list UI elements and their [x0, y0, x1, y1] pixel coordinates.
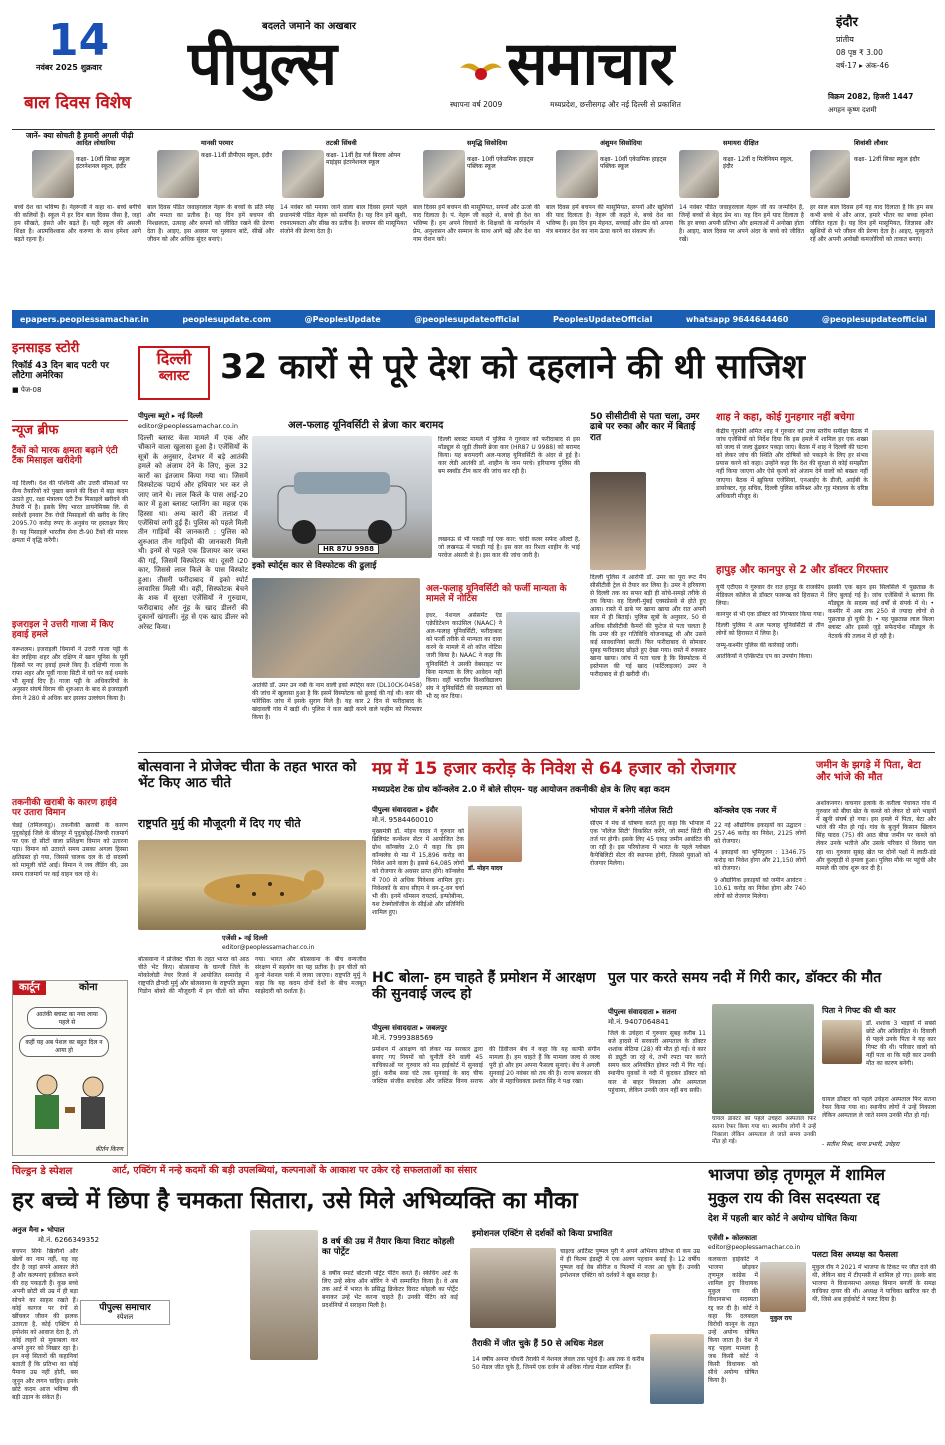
mukul-photo [760, 1262, 806, 1312]
whatsapp-link[interactable]: whatsapp 9644644460 [685, 314, 789, 324]
child-art-photo [250, 1230, 318, 1360]
delhi-tag1: दिल्ली [156, 349, 192, 368]
kid-text: बाल दिवस हमें बचपन की मासूमियत, सपनों और ऊर्जा की याद दिलाता है। पं. नेहरू जी कहते थे, बच्चे ही देश का भविष्य हैं। हम अपने विचारों के शिक्षकों के मार्गदर्शन में प्रेम, अनुशासन और सम्मान के साथ आगे बढ़ें और देश का नाम रोशन करें। [413, 204, 540, 244]
bjp-email: editor@peoplessamachar.co.in [708, 1244, 801, 1251]
land-text: अशोकनगर। कचनार इलाके के करीला पंचायत गांव में गुरुवार को बीघा खेत के कब्जे को लेकर दो सगे भाइयों में खूनी संघर्ष हो गया। इस हमले में पिता, बेटा और भांजे की मौत हो गई। गांव के बुजुर्ग किसान खिलान सिंह यादव (75) की आठ बीघा जमीन पर कब्जे को लेकर उनके भतीजे और उसके परिवार से विवाद चल रहा था। गुरुवार सुबह खेत पर दोनों पक्षों में लाठी-डंडे और कुल्हाड़ी से हमला हुआ। पुलिस मौके पर पहुंची और मामले की जांच शुरू कर दी है। [816, 800, 936, 872]
kid-card [278, 140, 409, 306]
kid-name: अंशुमन सिसोदिया [600, 139, 642, 147]
bal-diwas-subtitle: जानें- क्या सोचती है हमारी अगली पीढ़ी [26, 131, 134, 140]
kid-name: तटश्री सिंघवी [326, 139, 357, 147]
swim-head: तैराकी में जीत चुके हैं 50 से अधिक मेडल [472, 1339, 604, 1349]
masthead-title-left: पीपुल्स [188, 29, 337, 99]
bridge-headline: पुल पार करते समय नदी में गिरी कार, डॉक्टर की मौत [608, 970, 882, 986]
children-headline: हर बच्चे में छिपा है चमकता सितारा, उसे मिले अभिव्यक्ति का मौका [12, 1188, 578, 1214]
bridge-caption: घायल डॉक्टर को पहले उचेहरा अस्पताल फिर सतना रेफर किया गया था। स्थानीय लोगों ने उन्हें निकाला लेकिन अस्पताल ले जाते समय उनकी मौत हो गई। [822, 1096, 936, 1120]
brezza-text: दिल्ली ब्लास्ट मामले में पुलिस ने गुरुवार को फरीदाबाद से इस मॉड्यूल से जुड़ी तीसरी ब्रेजा कार (HR87 U 9988) को बरामद किया। यह बरामदगी अल-फलाह यूनिवर्सिटी के अंदर से हुई है। कार लेडी आतंकी डॉ. शाहीन के नाम परचे। हरियाणा पुलिस की बम स्क्वॉड टीम कार की जांच कर रही है। [438, 436, 580, 476]
brief-label: न्यूज ब्रीफ [12, 423, 59, 438]
actor-photo [470, 1248, 556, 1328]
accident-photo [712, 1004, 814, 1114]
umar-photo [590, 472, 646, 570]
kid-photo [556, 150, 598, 198]
father-text: डॉ. शशांक 3 भाइयों में सबसे छोटे और अविवाहित थे। दिवाली से पहले उनके पिता ने यह कार गिफ्ट की थी। परिवार वालों को नहीं पता था कि यही कार उनकी मौत का कारण बनेगी। [866, 1020, 936, 1068]
mp-phone: मो.नं. 9584460010 [372, 816, 434, 824]
delhi-headline: 32 कारों से पूरे देश को दहलाने की थी साजिश [220, 347, 805, 387]
kid-info: कक्षा- 12वीं सिका स्कूल इंदौर [854, 156, 920, 163]
bal-diwas-kids [12, 140, 935, 306]
alfalah-text: इधर, नेशनल असेसमेंट एंड एक्रेडिटेशन काउंसिल (NAAC) ने अल-फलाह यूनिवर्सिटी, फरीदाबाद को फर्जी तरीके से मान्यता का दावा करने के मामले में शो कॉज नोटिस जारी किया है। NAAC ने कहा कि यूनिवर्सिटी ने उसकी वेबसाइट पर बिना मान्यता के लिए आवेदन नहीं किया। वहीं भारतीय विश्वविद्यालय संघ ने यूनिवर्सिटी की सदस्यता को भी रद्द कर दिया। [426, 612, 502, 700]
youtube-link[interactable]: @peoplesupdateofficial [821, 314, 927, 324]
number-plate: HR 87U 9988 [318, 544, 379, 554]
kid-name: आदित लोधारिया [76, 139, 116, 147]
masthead-date: नवंबर 2025 शुक्रवार [36, 63, 102, 72]
kid-photo [157, 150, 199, 198]
brief-text: नई दिल्ली। देश की पश्चिमी और उत्तरी सीमाओं पर सैन्य तैयारियों को पुख्ता बनाने की दिशा में बड़ा कदम उठाते हुए, रक्षा मंत्रालय एंटी टैंक मिसाइलें खरीदने की तैयारी में है। इसके लिए भारत डायनेमिक्स लि. से स्वदेशी इनवार टैंक रोधी मिसाइलों की खरीद के लिए 2095.70 करोड़ रुपए के अनुबंध पर हस्ताक्षर किए हैं। यह मिसाइलें भारतीय सेना टी-90 टैंकों की मारक क्षमता में वृद्धि करेंगी। [12, 480, 128, 544]
cctv-head: 50 सीसीटीवी से पता चला, उमर ढाबे पर रुका और कार में बिताई रात [590, 412, 700, 443]
mp-sub: मध्यप्रदेश टेक ग्रोथ कॉन्क्लेव 2.0 में बोले सीएम- यह आयोजन तकनीकी क्षेत्र के लिए बड़ा कदम [372, 785, 670, 795]
shah-photo [872, 430, 934, 506]
acting-text: चाइल्ड आर्टिस्ट पुष्पल पुरी ने अपने अभिनय प्रतिभा से कम उम्र में ही फिल्म इंडस्ट्री में एक अलग पहचान बनाई है। 12 वर्षीय पुष्पल कई वेब सीरीज व फिल्मों में नजर आ चुके हैं। उनकी इमोशनल एक्टिंग को दर्शकों ने खूब सराहा है। [560, 1248, 700, 1280]
masthead-day: 14 [48, 15, 110, 66]
numbers-item: 22 नई औद्योगिक इकाइयों का उद्घाटन : 257.46 करोड़ का निवेश, 2125 लोगों को रोजगार। [714, 822, 806, 846]
eco-head: इको स्पोर्ट्स कार से विस्फोटक की ढुलाई [252, 561, 377, 571]
tagline: बदलते जमाने का अखबार [262, 21, 356, 32]
website-link[interactable]: peoplesupdate.com [182, 314, 272, 324]
bridge-credit: - सतीश मिश्रा, थाना प्रभारी, उचेहरा [822, 1141, 900, 1148]
brief-text: यरूशलम। इजराइली विमानों ने उत्तरी गाजा पट्टी के बेत लाहिया शहर और दक्षिण में खान यूनिस के पूर्वी हिस्सों पर नए हवाई हमले किए हैं। दक्षिणी गाजा के राफा शहर और पूर्वी गाजा सिटी में घरों पर कई धमाके भी सुनाई दिए हैं। गाजा पट्टी के अधिकारियों के अनुसार संघर्ष विराम की शुरुआत के बाद से इजराइली सेना ने 280 से अधिक बार इसका उल्लंघन किया है। [12, 646, 128, 702]
bjp-text: कलकत्ता हाईकोर्ट ने भाजपा छोड़कर तृणमूल कांग्रेस में शामिल हुए विधायक मुकुल राय की विधानसभा सदस्यता रद्द कर दी है। कोर्ट ने कहा कि दलबदल विरोधी कानून के तहत उन्हें अयोग्य घोषित किया जाता है। देश में यह पहला मामला है जब किसी कोर्ट ने किसी विधायक को सीधे अयोग्य घोषित किया है। [708, 1256, 758, 1385]
section-rule [138, 752, 935, 753]
cartoon-box [12, 980, 128, 1156]
children-phone: मो.नं. 6266349352 [38, 1236, 100, 1244]
children-label: चिल्ड्रन डे स्पेशल [12, 1166, 73, 1177]
masthead-rule [12, 129, 935, 130]
kid-photo [32, 150, 74, 198]
brezza-photo [252, 436, 432, 558]
kid-card [411, 140, 542, 306]
facebook-link[interactable]: PeoplesUpdateOfficial [552, 314, 653, 324]
brief-title: इजराइल ने उत्तरी गाजा में किए हवाई हमले [12, 620, 114, 641]
bridge-text: जिले के उचेहरा में गुरुवार सुबह करीब 11 बजे हादसे में सरकारी अस्पताल के डॉक्टर शशांक सेठिया (28) की मौत हो गई। वे कार से ड्यूटी जा रहे थे, तभी रपटा पार करते समय कार अनियंत्रित होकर नदी में गिर गई। स्थानीय युवकों ने नदी में कूदकर डॉक्टर को कार से बाहर निकाला और अस्पताल पहुंचाया, लेकिन उनकी जान नहीं बच सकी। [608, 1030, 706, 1094]
virat-head: 8 वर्ष की उम्र में तैयार किया विराट कोहली का पोर्ट्रेट [322, 1237, 455, 1257]
bjp-side-head: पलटा विस अध्यक्ष का फैसला [812, 1250, 898, 1259]
hapur-item: जम्मू-कश्मीर पुलिस की कार्रवाई जारी। [716, 641, 799, 649]
year-issue: वर्ष-17 ▸ अंक-46 [836, 61, 890, 70]
social-bar [12, 310, 935, 328]
inside-text: रिकॉर्ड 43 दिन बाद पटरी पर लौटेगा अमेरिका [12, 360, 110, 382]
alfalah-photo [506, 612, 580, 690]
delhi-email: editor@peoplessamachar.co.in [138, 422, 238, 430]
kid-photo [282, 150, 324, 198]
cheetah-icon [138, 840, 366, 930]
left-rule [12, 420, 128, 421]
cheetah-photo [138, 840, 366, 930]
numbers-item: 9 औद्योगिक इकाइयों को जमीन आवंटन : 10.61 करोड़ का निवेश होगा और 740 लोगों को रोजगार मिलेगा। [714, 876, 806, 900]
epaper-link[interactable]: epapers.peoplessamachar.in [20, 314, 149, 324]
kid-text: 14 नवंबर पंडित जवाहरलाल नेहरू जी का जन्मदिन है, जिन्हें बच्चों से बेहद प्रेम था। यह दिन हमें याद दिलाता है कि हर बच्चा अपनी प्रतिभा और क्षमताओं में अनोखा होता है। आइए, बाल दिवस पर अपने अंदर के बच्चे को जीवित रखें। [679, 204, 804, 244]
acting-head: इमोशनल एक्टिंग से दर्शकों को किया प्रभावित [472, 1229, 613, 1239]
cheetah-credit: एजेंसी ▸ नई दिल्ली [222, 934, 268, 942]
brezza-text2: लखनऊ से भी पकड़ी गई एक कार: चांदी कलर सफेद ऑल्टो है, जो लखनऊ में पकड़ी गई है। इस कार का रिश्ता शाहीन के भाई परवेज अंसारी से है। इस कार की जांच जारी है। [438, 536, 580, 560]
children-text: बचपन सिर्फ खिलौनों और खेलों का नाम नहीं, यह वह दौर है जहां सपने आकार लेते हैं और कल्पनाएं हकीकत बनने की राह पकड़ती हैं। कुछ बच्चे अपनी छोटी सी उम्र में ही बड़ा सोचने का साहस रखते हैं। कोई कागज पर रंगों से खींचकर जीवन की झलक उतारता है, कोई एक्टिंग से इमोशंस को आवाज देता है, तो कोई लहरों से मुकाबला कर अपने हुनर को निखार रहा है। इन नन्हे सितारों की कहानियां बताती हैं कि प्रतिभा का कोई पैमाना उम्र नहीं होती, बस जुनून और लगन चाहिए। इनके छोटे कदम आज भविष्य की बड़ी उड़ान के संकेत हैं। [12, 1248, 78, 1401]
shah-text: केंद्रीय गृहमंत्री अमित शाह ने गुरुवार को उच्च स्तरीय समीक्षा बैठक में जांच एजेंसियों को निर्देश दिया कि इस हमले में शामिल हर एक शख्स को जल्द से जल्द ढूंढकर पकड़ा जाए। बैठक में शाह ने दिल्ली की घटना को लेकर जांच की स्थिति और दोषियों को पकड़ने के लिए हर संभव प्रयास करने को कहा। उन्होंने कहा कि देश की सुरक्षा से कोई समझौता नहीं किया जाएगा और ऐसे कृत्यों को अंजाम देने वालों को बख्शा नहीं जाएगा। बैठक में ख़ुफ़िया एजेंसियां, एनआईए के डीजी, आईबी के डायरेक्टर, गृह सचिव, दिल्ली पुलिस कमिश्नर और गृह मंत्रालय के वरिष्ठ अधिकारी मौजूद थे। [716, 428, 868, 500]
knowledge-head: भोपाल में बनेगी नॉलेज सिटी [590, 806, 673, 815]
cartoon-label: कार्टून [13, 981, 46, 995]
kid-info: कक्षा-11वीं डीपीएस स्कूल, इंदौर [201, 152, 273, 159]
bjp-sub: देश में पहली बार कोर्ट ने अयोग्य घोषित किया [708, 1214, 857, 1224]
inside-label: इनसाइड स्टोरी [12, 341, 80, 356]
delhi-tag [138, 346, 210, 400]
eco-text: आतंकी डॉ. उमर उन नबी के नाम वाली इको स्पोर्ट्स कार (DL10CK-0458) की जांच में खुलासा हुआ है कि इसमें विस्फोटक को ढुलाई की गई थी। कार की फोरेंसिक जांच में इसके सुराग मिले हैं। यह कार 2 दिन से फरीदाबाद के खंदावली गांव में खड़ी थी। पुलिस ने कार खड़ी करने वाले फहीम को गिरफ्तार किया है। [252, 682, 422, 722]
edition-type: प्रांतीय [836, 35, 854, 44]
kid-name: समृद्धि सिसोदिया [467, 139, 508, 147]
kid-text: हर साल बाल दिवस हमें यह याद दिलाता है कि हम सब कभी बच्चे थे और आज, हमारे भीतर का बच्चा हमेशा जीवित रहता है। यह दिन हमें मासूमियत, जिज्ञासा और खुशियों से भरे जीवन की प्रेरणा देता है। आइए, मुस्कुराते रहें और अपनी अनोखी कमजोरियों को ताकत बनाएं। [810, 204, 933, 244]
inside-page: ■ पेज-08 [12, 385, 42, 394]
cartoon-bubble: आतंकी ब्लास्ट का नया लाया पहले से [27, 1007, 107, 1029]
kid-info: कक्षा- 10वीं एकेडमिक हाइट्स पब्लिक स्कूल [600, 156, 667, 171]
kid-info: कक्षा- 11वीं हैड गर्ल बिरला ओपन माइंड्स इंटरनेशनल स्कूल [326, 152, 401, 167]
delhi-body: दिल्ली ब्लास्ट केस मामले में एक और चौंकाने वाला खुलासा हुआ है। एजेंसियों के सूत्रों के अनुसार, देशभर में बड़े आतंकी हमले को अंजाम देने के लिए, कुल 32 कारों का इंतजाम किया गया था। जिसमें विस्फोटक पदार्थ और हथियार भर कर ले जाए जाने थे। लाल किले के पास आई-20 कार में हुआ ब्लास्ट प्लानिंग का महज एक हिस्सा था। अन्य कारों की तलाश में एजेंसियां लगी हुई हैं। पुलिस को पहले मिली तीन गाड़ियों की जानकारी : पुलिस को शुरुआत तीन गाड़ियों की जानकारी मिली थी। इनमें से पहले एक डिजायर कार जब्त की गई, जिसमें विस्फोटक था। दूसरी i20 कार, जिससे लाल किले के पास विस्फोट हुआ। तीसरी फरीदाबाद में इको स्पोर्ट लावारिस मिली थी। वहीं, सिस्फोटक बेचने के शक में सुरक्षा एजेंसियों ने गुरुग्राम, फरीदाबाद और नूंह के खाद डीलरों की दुकानों खंगालीं। नूंह से एक खाद डीलर को अरेस्ट किया। [138, 434, 248, 631]
shah-head: शाह ने कहा, कोई गुनहगार नहीं बचेगा [716, 412, 855, 423]
knowledge-text: सीएम ने मंच से घोषणा करते हुए कहा कि भोपाल में एक 'नॉलेज सिटी' विकसित करेंगे, जो स्मार्ट सिटी की तर्ज पर होगी। इसके लिए 45 एकड़ जमीन आवंटित की जा रही है। इस परियोजना में भारत के पहले ग्लोबल कैपेबिलिटी सेंटर की स्थापना होगी, जिससे युवाओं को रोजगार मिलेगा। [590, 820, 710, 868]
kid-photo [679, 150, 719, 198]
cartoon-signature: कीर्तन किरण [95, 1146, 123, 1153]
cm-caption: डॉ. मोहन यादव [468, 865, 503, 872]
samvat: विक्रम 2082, हिजरी 1447 [828, 92, 914, 101]
kid-card [808, 140, 935, 306]
brief-title: तकनीकी खराबी के कारण हाईवे पर उतारा विमान [12, 798, 117, 819]
hapur-text: इसकी एक बहन इस सिलसिले में पूछताछ के लिए बुलाई गई है। जांच एजेंसियों ने बताया कि मॉड्यूल के सदस्य कई वर्षों से संपर्क में थे। • कश्मीर में अब तक 250 से ज्यादा लोगों से पूछताछ हो चुकी है। • यह पूछताछ लाल किला ब्लास्ट और इससे जुड़े सफेदपोश मॉड्यूल के नेटवर्क की तलाश में हो रही है। [828, 584, 934, 640]
kid-text: बाल दिवस पंडित जवाहरलाल नेहरू के बच्चों के प्रति स्नेह और ममता का प्रतीक है। यह दिन हमें बचपन की निश्छलता, उत्साह और सपनों को जीवित रखने की प्रेरणा देता है। आइए, इस अवसर पर मुस्कान बांटें, सीखें और जीवन को और अधिक सुंदर बनाएं। [147, 204, 274, 244]
children-logo-title: पीपुल्स समाचार [99, 1303, 151, 1313]
kid-text: 14 नवंबर को मनाया जाने वाला बाल दिवस हमारे पहले प्रधानमंत्री पंडित नेहरू को समर्पित है। यह दिन हमें खुशी, रचनात्मकता और सीख का प्रतीक है। बचपन की मासूमियत संजोने की प्रेरणा देता है। [280, 204, 407, 236]
edition-city: इंदौर [836, 15, 858, 30]
father-head: पिता ने गिफ्ट की थी कार [822, 1006, 896, 1015]
bridge-byline: पीपुल्स संवाददाता ▸ सतना [608, 1008, 677, 1016]
kid-photo [810, 150, 850, 198]
hapur-item: आतंकियों ने एन्क्रिप्टेड एप का उपयोग किया। [716, 652, 813, 660]
hapur-list [716, 584, 824, 746]
children-byline: अनुज मैना ▸ भोपाल [12, 1226, 65, 1234]
kid-text: बच्चे देश का भविष्य हैं। नेहरूजी ने कहा था- बच्चे बगीचे की कलियों हैं। स्कूल में हर दिन बाल दिवस जैसा है, जहां हम सीखते, हंसते और बढ़ते हैं। यही स्कूल की असली शिक्षा है। आत्मविश्वास और करुणा के साथ हमेशा आगे बढ़ते रहना है। [14, 204, 141, 244]
cheetah-text: बोत्सवाना ने प्रोजेक्ट चीता के तहत भारत को आठ चीते भेंट किए। बोत्सवाना के घान्जी जिले के मोकोलोडी नेचर रिजर्व में आयोजित समारोह में राष्ट्रपति द्रौपदी मुर्मु और बोत्सवाना के राष्ट्रपति ड्यूमा गिडोन बोको की मौजूदगी में इन चीतों को सौंपा गया। भारत और बोत्सवाना के बीच वन्यजीव संरक्षण में सहयोग का यह प्रतीक है। इन चीतों को कूनो नेशनल पार्क में लाया जाएगा। राष्ट्रपति मुर्मु ने कहा कि यह कदम दोनों देशों के बीच मजबूत साझेदारी को दर्शाता है। [138, 956, 366, 996]
kid-text: बाल दिवस हमें बचपन की मासूमियत, सपनों और खुशियों की याद दिलाता है। नेहरू जी कहते थे, बच्चे देश का भविष्य हैं। इस दिन हम मेहनत, सच्चाई और प्रेम को अपना मंत्र बनाकर देश का नाम ऊंचा करने का संकल्प लें। [546, 204, 673, 236]
children-logo [80, 1300, 170, 1325]
kid-name: मानसी परमार [201, 139, 234, 147]
section-rule [12, 1162, 935, 1163]
region: मध्यप्रदेश, छत्तीसगढ़ और नई दिल्ली से प्रकाशित [550, 100, 681, 109]
hapur-item: यूपी एटीएस ने गुरुवार देर रात हापुड़ के राजकीय मेडिकल कॉलेज से डॉक्टर फारूख को हिरासत में लिया। [716, 584, 824, 608]
cheetah-headline1: बोत्सवाना ने प्रोजेक्ट चीता के तहत भारत को भेंट किए आठ चीते [138, 759, 357, 791]
kid-info: कक्षा- 12वीं द मिलेनियम स्कूल, इंदौर [723, 156, 794, 171]
mp-text: मुख्यमंत्री डॉ. मोहन यादव ने गुरुवार को ब्रिलियंट कन्वेंशन सेंटर में आयोजित टेक ग्रोथ कॉन्क्लेव 2.0 में कहा कि इस कॉन्क्लेव से मप्र में 15,896 करोड़ का निवेश आने वाला है। इससे 64,085 लोगों को रोजगार के अवसर प्राप्त होंगे। कॉन्क्लेव में 700 से अधिक निवेशक शामिल हुए। निवेशकों के साथ सीएम ने वन-टू-वन चर्चा भी की। इनमें थॉमसन रायटर्स, इन्फोबीन्स, यश टेक्नोलॉजीज के सीईओ और प्रतिनिधि शामिल हुए। [372, 828, 464, 916]
bjp-byline: एजेंसी ▸ कोलकाता [708, 1234, 757, 1242]
cm-photo [468, 806, 522, 862]
car-icon [252, 436, 432, 558]
eco-photo [252, 578, 420, 678]
brief-title: टैंकों को मारक क्षमता बढ़ाने एंटी टैंक मिसाइल खरीदेगी [12, 446, 118, 467]
bal-diwas-label: बाल दिवस विशेष [24, 93, 132, 113]
alfalah-head: अल-फलाह यूनिवर्सिटी को फर्जी मान्यता के मामले में नोटिस [426, 584, 567, 605]
delhi-byline: पीपुल्स ब्यूरो ▸ नई दिल्ली [138, 412, 203, 420]
delhi-tag2: ब्लास्ट [158, 368, 190, 385]
cartoon-sub: कोना [79, 982, 98, 993]
numbers-list [714, 822, 806, 958]
hapur-head: हापुड़ और कानपुर से 2 और डॉक्टर गिरफ्तार [716, 564, 889, 576]
cartoon-figures-icon [21, 1067, 121, 1141]
bridge-phone: मो.नं. 9407064841 [608, 1018, 670, 1026]
kid-card [544, 140, 675, 306]
pages-price: 08 पृष्ठ ₹ 3.00 [836, 48, 883, 57]
swimmer-photo [650, 1334, 704, 1404]
kid-name: शिवांशी लौवार [854, 139, 888, 147]
cartoon-bubble: कहीं यह अब पेशल का बहुत दिल न आया हो [19, 1035, 109, 1057]
hc-phone: मो.नं. 7999388569 [372, 1034, 434, 1042]
kid-info: कक्षा- 10वीं एकेडमिक हाइट्स पब्लिक स्कूल [467, 156, 534, 171]
children-logo-sub: स्पेशल [116, 1313, 134, 1322]
paksh: अगहन कृष्ण दशमी [828, 106, 877, 114]
cheetah-headline2: राष्ट्रपति मुर्मु की मौजूदगी में दिए गए चीते [138, 817, 301, 830]
kid-card [677, 140, 806, 306]
hc-byline: पीपुल्स संवाददाता ▸ जबलपुर [372, 1024, 447, 1032]
brief-text: चेन्नई (तमिलनाडु)। तकनीकी खराबी के कारण पुदुकोट्टई जिले के कीरनूर में पुदुकोट्टई-तिरुची राजमार्ग पर एक दो सीटों वाला प्रशिक्षण विमान को उतारना पड़ा। विमान को उतारते समय उसका अगला हिस्सा क्षतिग्रस्त हो गया, जिससे चालक दल के दो सदस्यों को मामूली चोटें आईं। विमान ने जय लैंडिंग की, उस समय राजमार्ग पर कई वाहन चल रहे थे। [12, 822, 128, 878]
inside-story [12, 342, 128, 424]
masthead [10, 15, 940, 140]
kid-card [12, 140, 143, 306]
swim-text: 14 वर्षीय अनन्त चौधरी तैराकी में नेशनल लेवल तक पहुंचे हैं। अब तक वे करीब 50 मेडल जीत चुके हैं, जिनमें एक दर्जन से अधिक गोल्ड मेडल शामिल हैं। [472, 1356, 644, 1372]
land-headline: जमीन के झगड़े में पिता, बेटा और भांजे की मौत [816, 760, 921, 783]
hc-text: प्रमोशन में आरक्षण को लेकर मप्र सरकार द्वारा बनाए गए नियमों को चुनौती देने वाली 45 याचिकाओं पर गुरुवार को मप्र हाईकोर्ट में सुनवाई हुई। करीब सवा घंटे तक सुनवाई के बाद चीफ जस्टिस संजीव सचदेवा और जस्टिस विनय सराफ की डिवीजन बेंच ने कहा कि यह काफी संगीन मामला है। हम चाहते हैं कि मामला जल्द से जल्द पूरी हो और हम अपना फैसला सुनाएं। बेंच ने अगली सुनवाई 20 नवंबर को तय की है। राज्य सरकार की ओर से महाधिवक्ता प्रशांत सिंह ने पक्ष रखा। [372, 1046, 600, 1086]
numbers-item: 4 इकाइयों का भूमिपूजन : 1346.75 करोड़ का निवेश होगा और 21,150 लोगों को रोजगार। [714, 849, 806, 873]
founded: स्थापना वर्ष 2009 [450, 100, 503, 109]
instagram-link[interactable]: @peoplesupdateofficial [414, 314, 520, 324]
children-strap: आर्ट, एक्टिंग में नन्हे कदमों की बड़ी उपलब्धियां, कल्पनाओं के आकाश पर उकेर रहे सफलताओं का संसार [112, 1165, 477, 1176]
masthead-title-right: समाचार [507, 29, 674, 99]
virat-text: 8 वर्षीय स्मार्ट बोटानी पोर्ट्रेट पेंटिंग करते हैं। स्केचिंग आर्ट के लिए उन्हें स्केच ऑन बोरिंग ने भी सम्मानित किया है। वे अब तक आर्ट में भारत के प्रसिद्ध क्रिकेटर विराट कोहली का पोर्ट्रेट बनाकर उन्हें भेंट करना चाहते हैं। उनकी पेंटिंग को कई प्रदर्शनियों में सराहना मिली है। [322, 1270, 458, 1310]
logo-wings-icon [458, 56, 504, 86]
doctor-photo [822, 1020, 862, 1064]
kid-photo [423, 150, 465, 198]
numbers-head: कॉन्क्लेव एक नजर में [714, 806, 777, 815]
kid-card [145, 140, 276, 306]
accident-caption: घायल डॉक्टर को पहले उचेहरा अस्पताल फिर सतना रेफर किया गया था। स्थानीय लोगों ने उन्हें निकाला लेकिन अस्पताल ले जाते समय उनकी मौत हो गई। [712, 1116, 816, 1146]
mp-headline: मप्र में 15 हजार करोड़ के निवेश से 64 हजार को रोजगार [372, 759, 736, 779]
bjp-headline1: भाजपा छोड़ तृणमूल में शामिल [708, 1165, 885, 1184]
bjp-side-text: मुकुल रॉय ने 2021 में भाजपा के टिकट पर जीत दर्ज की थी, लेकिन बाद में टीएमसी में शामिल हो गए। इसके बाद भाजपा ने विधानसभा अध्यक्ष बिमान बनर्जी के समक्ष याचिका दायर की थी। अध्यक्ष ने याचिका खारिज कर दी थी, जिसे अब हाईकोर्ट ने पलट दिया है। [812, 1264, 936, 1304]
bjp-headline2: मुकुल राय की विस सदस्यता रद्द [708, 1189, 880, 1207]
cheetah-email: editor@peoplessamachar.co.in [222, 944, 315, 951]
mp-byline: पीपुल्स संवाददाता ▸ इंदौर [372, 806, 438, 814]
mukul-caption: मुकुल राय [770, 1315, 792, 1322]
x-link[interactable]: @PeoplesUpdate [304, 314, 381, 324]
kid-info: कक्षा- 10वीं सिका स्कूल इंटरनेशनल स्कूल, इंदौर [76, 156, 130, 171]
cctv-text: दिल्ली पुलिस ने आरोपी डॉ. उमर का पूरा रूट मैप सीसीटीवी ट्रेल से तैयार कर लिया है। उमर ने हरियाणा से दिल्ली तक का सफर बड़ी ही सोचे-समझे तरीके से तय किया। वह दिल्ली-मुंबई एक्सप्रेसवे से होते हुए आया। रास्ते में ढाबे पर खाना खाया और रात अपनी कार में ही बिताई। पुलिस सूत्रों के अनुसार, 50 से अधिक सीसीटीवी कैमरों की फुटेज से पता चलता है कि उमर की हर गतिविधि योजनाबद्ध थी और उसने कई सावधानियां बरतीं। फिर फरीदाबाद से सोमवार सुबह फरीदाबाद छोड़ते हुए देखा गया। रास्ते में रुककर खाना खाया। जांच में पता चला है कि विस्फोटक में इस्तेमाल की गई खाद (फर्टिलाइजर) उमर ने फरीदाबाद से ही खरीदी थी। [590, 574, 706, 679]
hapur-item: दिल्ली पुलिस ने अल फलाह यूनिवर्सिटी से तीन लोगों को हिरासत में लिया है। [716, 622, 824, 638]
brezza-head: अल-फलाह यूनिवर्सिटी से ब्रेजा कार बरामद [288, 420, 444, 431]
kid-name: समायरा दीक्षित [723, 139, 759, 147]
hapur-item: कानपुर से भी एक डॉक्टर को गिरफ्तार किया गया। [716, 611, 824, 619]
hc-headline: HC बोला- हम चाहते हैं प्रमोशन में आरक्षण की सुनवाई जल्द हो [372, 970, 596, 1003]
